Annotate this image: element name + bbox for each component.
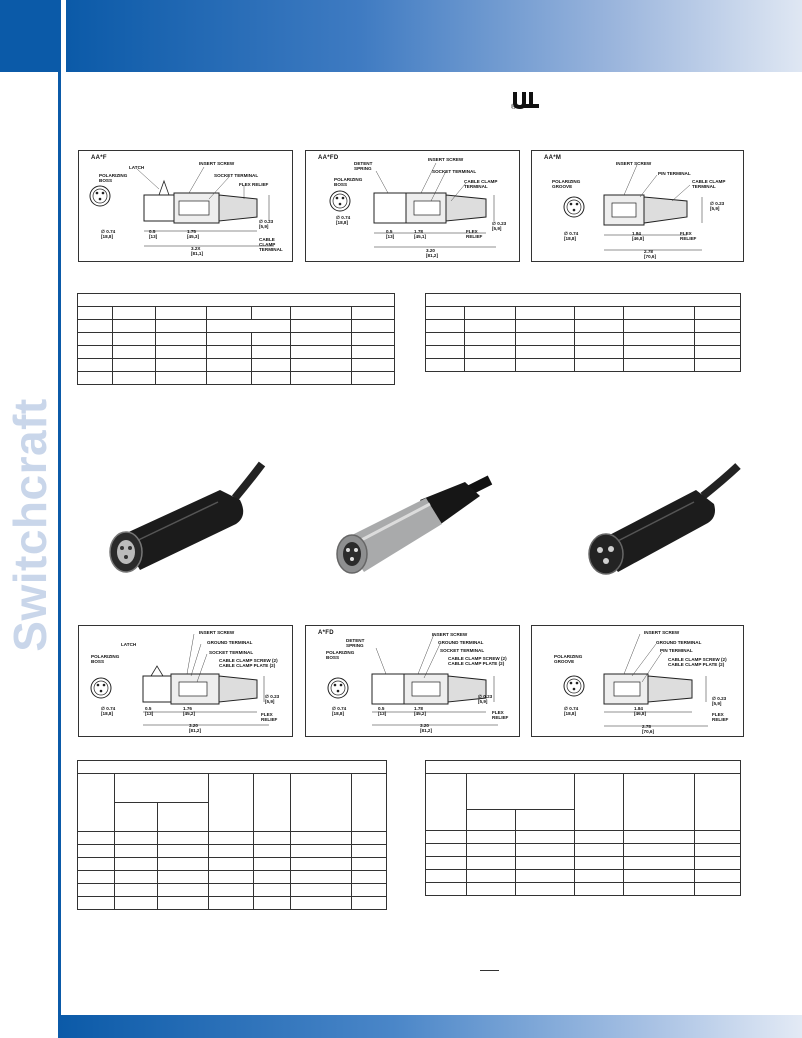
insert-screw-label: INSERT SCREW [199, 630, 235, 635]
flex-relief-label: FLEX RELIEF [680, 231, 697, 241]
table-title-cell [426, 761, 741, 774]
total-length-label: 3.2X [81,1] [191, 246, 204, 256]
spec-table [77, 760, 387, 910]
footnote-rule [480, 970, 499, 971]
dim-label: 0.5 [13] [386, 229, 395, 239]
connector-drawing [306, 626, 519, 736]
ground-terminal-label: GROUND TERMINAL [656, 640, 702, 645]
flex-relief-label: FLEX RELIEF [712, 712, 729, 722]
drawing-grounded-male [531, 625, 744, 737]
photo-female-connector-nickel [330, 460, 500, 580]
socket-terminal-label: SOCKET TERMINAL [440, 648, 485, 653]
dim-label: 0.5 [13] [149, 229, 158, 239]
flex-relief-label: FLEX RELIEF [239, 182, 269, 187]
photo-male-connector-black [578, 460, 748, 580]
polarizing-boss-label: POLARIZING BOSS [334, 177, 363, 187]
table-title-cell [78, 294, 395, 307]
cable-diameter-label: ∅ 0.23 [5,9] [710, 201, 725, 211]
insert-screw-label: INSERT SCREW [616, 161, 652, 166]
drawing-aa-m [531, 150, 744, 262]
polarizing-boss-label: POLARIZING BOSS [99, 173, 128, 183]
diameter-label: ∅ 0.74 [18,8] [564, 706, 579, 716]
footer-banner [58, 1015, 802, 1038]
polarizing-boss-label: POLARIZING BOSS [91, 654, 120, 664]
drawing-label: A*FD [318, 630, 334, 636]
latch-label: LATCH [129, 165, 145, 170]
diameter-label: ∅ 0.74 [18,8] [564, 231, 579, 241]
cable-clamp-terminal-label: CABLE CLAMP TERMINAL [464, 179, 498, 189]
cable-diameter-label: ∅ 0.23 [5,9] [265, 694, 280, 704]
dim-label: 1.76 [45,2] [183, 706, 196, 716]
detent-spring-label: DETENT SPRING [354, 161, 373, 171]
total-length-label: 2.78 [70,6] [642, 724, 655, 734]
photo-female-connector-black [100, 460, 270, 580]
insert-screw-label: INSERT SCREW [199, 161, 235, 166]
cable-diameter-label: ∅ 0.23 [5,9] [492, 221, 507, 231]
diameter-label: ∅ 0.74 [18,8] [101, 229, 116, 239]
detent-spring-label: DETENT SPRING [346, 638, 365, 648]
dim-label: 1.84 [46,8] [634, 706, 647, 716]
socket-terminal-label: SOCKET TERMINAL [209, 650, 254, 655]
drawing-aa-fd [305, 150, 520, 262]
socket-terminal-label: SOCKET TERMINAL [432, 169, 477, 174]
connector-drawing [306, 151, 519, 261]
total-length-label: 3.20 [81,2] [426, 248, 439, 258]
latch-label: LATCH [121, 642, 137, 647]
diameter-label: ∅ 0.74 [18,8] [332, 706, 347, 716]
drawing-label: AA*M [544, 155, 562, 161]
brand-wordmark: Switchcraft [4, 398, 56, 652]
insert-screw-label: INSERT SCREW [644, 630, 680, 635]
corner-block [0, 0, 58, 72]
drawing-a-fd [305, 625, 520, 737]
spec-table [425, 760, 741, 896]
socket-terminal-label: SOCKET TERMINAL [214, 173, 259, 178]
spec-table [425, 293, 741, 372]
cable-clamp-terminal-label: CABLE CLAMP TERMINAL [692, 179, 726, 189]
cable-clamp-screw-label: CABLE CLAMP SCREW (2) CABLE CLAMP PLATE (2) [668, 657, 727, 667]
drawing-label: AA*FD [318, 155, 339, 161]
polarizing-groove-label: POLARIZING GROOVE [554, 654, 583, 664]
total-length-label: 3.20 [81,2] [420, 723, 433, 733]
drawing-grounded-female [78, 625, 293, 737]
total-length-label: 2.78 [70,6] [644, 249, 657, 259]
diameter-label: ∅ 0.74 [18,8] [336, 215, 351, 225]
insert-screw-label: INSERT SCREW [432, 632, 468, 637]
polarizing-boss-label: POLARIZING BOSS [326, 650, 355, 660]
spec-table [77, 293, 395, 385]
dim-label: 1.75 [45,3] [187, 229, 200, 239]
table-title-cell [426, 294, 741, 307]
ground-terminal-label: GROUND TERMINAL [207, 640, 253, 645]
dim-label: 1.78 [45,1] [414, 229, 427, 239]
pin-terminal-label: PIN TERMINAL [658, 171, 691, 176]
cable-clamp-screw-label: CABLE CLAMP SCREW (2) CABLE CLAMP PLATE (2) [219, 658, 278, 668]
drawing-aa-f [78, 150, 293, 262]
table-title-cell [78, 761, 387, 774]
flex-relief-label: FLEX RELIEF [261, 712, 278, 722]
dim-label: 0.5 [13] [378, 706, 387, 716]
dim-label: 0.5 [13] [145, 706, 154, 716]
dim-label: 1.84 [46,8] [632, 231, 645, 241]
cable-diameter-label: ∅ 0.23 [5,9] [478, 694, 493, 704]
header-banner [66, 0, 802, 72]
dim-label: 1.78 [45,2] [414, 706, 427, 716]
insert-screw-label: INSERT SCREW [428, 157, 464, 162]
registered-mark: ® [511, 104, 517, 111]
pin-terminal-label: PIN TERMINAL [660, 648, 693, 653]
total-length-label: 3.20 [81,2] [189, 723, 202, 733]
flex-relief-label: FLEX RELIEF [466, 229, 483, 239]
polarizing-groove-label: POLARIZING GROOVE [552, 179, 581, 189]
cable-clamp-screw-label: CABLE CLAMP SCREW (2) CABLE CLAMP PLATE (2) [448, 656, 507, 666]
cable-diameter-label: ∅ 0.23 [5,9] [259, 219, 274, 229]
diameter-label: ∅ 0.74 [18,8] [101, 706, 116, 716]
ground-terminal-label: GROUND TERMINAL [438, 640, 484, 645]
flex-relief-label: FLEX RELIEF [492, 710, 509, 720]
cable-clamp-terminal-label: CABLE CLAMP TERMINAL [259, 237, 283, 252]
drawing-label: AA*F [91, 155, 107, 161]
cable-diameter-label: ∅ 0.23 [5,9] [712, 696, 727, 706]
left-rule [58, 0, 61, 1038]
